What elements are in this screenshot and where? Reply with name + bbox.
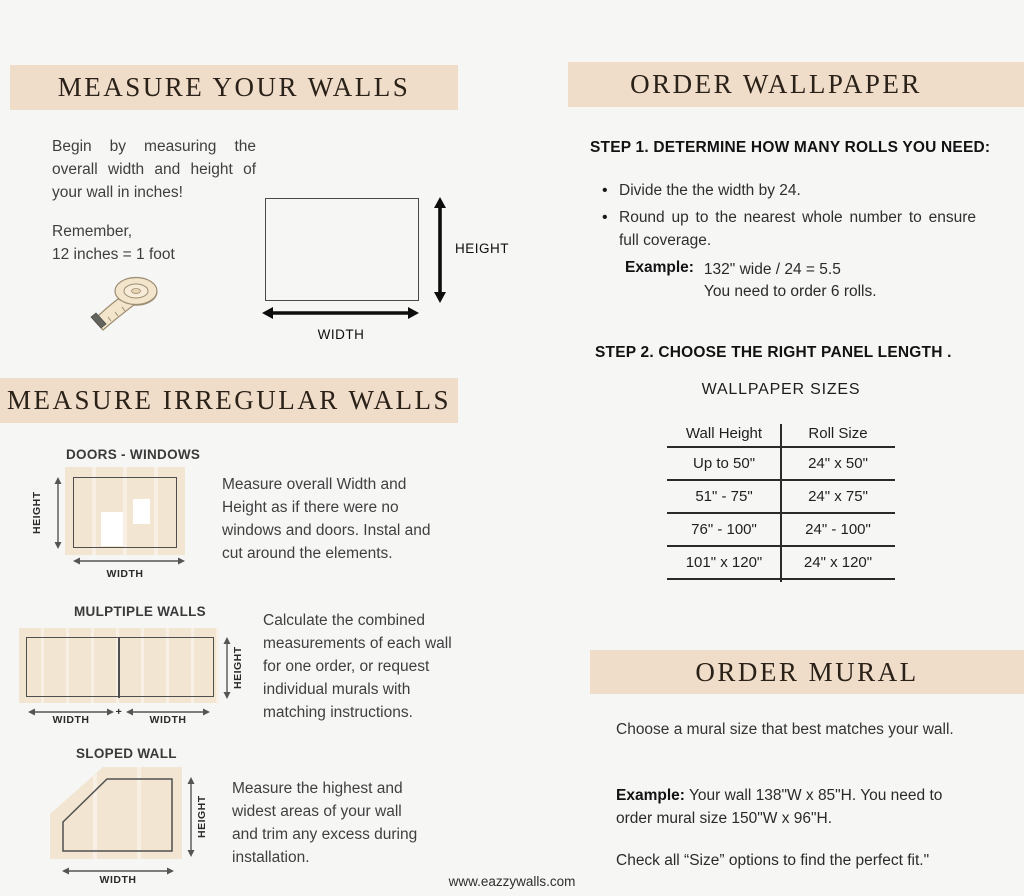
multiple-walls-text: Calculate the combined measurements of each wall for one order, or request individual murals with matching instructions. [263,612,452,721]
multiple-walls-divider [118,637,120,698]
multiple-width-label-right: WIDTH [149,714,187,726]
window-shape [133,499,150,524]
wallpaper-example [625,259,877,304]
door-shape [101,512,123,546]
wall-rectangle [265,198,419,301]
mural-example-text: Your wall 138"W x 85"H. You need to order mural size 150"W x 96"H. [616,787,943,827]
doors-height-label: HEIGHT [31,491,43,535]
sloped-height-label: HEIGHT [196,795,208,839]
table-cell: 24" x 50" [808,455,868,472]
table-cell: 24" x 75" [808,488,868,505]
table-cell: Up to 50" [692,455,756,472]
measure-walls-header-bar [10,65,458,110]
mural-intro: Choose a mural size that best matches your wall. [616,721,954,738]
sloped-width-label: WIDTH [99,874,137,886]
table-vertical-divider [780,424,782,582]
doors-windows-text: Measure overall Width and Height as if there were no windows and doors. Instal and cut around the elements. [222,476,431,562]
footer-url: www.eazzywalls.com [448,874,576,889]
irregular-walls-header-bar [0,378,458,423]
mural-check-note: Check all “Size” options to find the perfect fit." [616,852,930,869]
doors-windows-heading: DOORS - WINDOWS [66,447,201,462]
order-wallpaper-title: ORDER WALLPAPER [630,69,922,99]
multiple-walls-diagram [19,628,219,703]
example-line1: 132" wide / 24 = 5.5 [703,261,841,278]
table-cell: 101" x 120" [685,554,763,571]
step1-heading: STEP 1. DETERMINE HOW MANY ROLLS YOU NEED: [590,139,991,156]
order-mural-header-bar [590,650,1024,694]
example-lines [704,259,877,304]
doors-width-label: WIDTH [106,568,144,580]
table-cell: 51" - 75" [695,488,753,505]
order-wallpaper-header-bar [568,62,1024,107]
mural-example [616,785,970,831]
wallpaper-sizes-title: WALLPAPER SIZES [701,381,861,398]
bullet-item: • Divide the the width by 24. [602,180,976,203]
table-cell: 76" - 100" [691,521,757,538]
remember-note [52,221,262,267]
example-line2: You need to order 6 rolls. [703,283,877,301]
width-label: WIDTH [317,327,365,342]
bullet-item: • Round up to the nearest whole number to ensure full coverage. [602,207,976,253]
doors-width-arrow-icon [73,556,185,566]
multiple-width-label-left: WIDTH [52,714,90,726]
height-label: HEIGHT [455,241,510,256]
table-cell: 24" - 100" [805,521,871,538]
multiple-height-label: HEIGHT [232,646,244,690]
sloped-wall-diagram [45,762,190,864]
doors-windows-diagram [65,467,185,555]
remember-line2: 12 inches = 1 foot [52,245,175,263]
height-arrow-icon [432,197,448,303]
doors-wall-outline [73,477,177,548]
wallpaper-sizes-table [667,420,895,580]
sloped-wall-text: Measure the highest and widest areas of your wall and trim any excess during installation. [232,780,418,866]
multiple-walls-heading: MULPTIPLE WALLS [74,604,206,619]
remember-line1: Remember, [52,223,133,240]
mural-example-label: Example: [616,787,685,804]
irregular-walls-title: MEASURE IRREGULAR WALLS [6,385,452,415]
step2-heading: STEP 2. CHOOSE THE RIGHT PANEL LENGTH . [595,344,952,361]
sloped-wall-heading: SLOPED WALL [76,746,177,761]
multiple-walls-outline [26,637,214,697]
width-arrow-icon [262,305,419,321]
measure-walls-title: MEASURE YOUR WALLS [57,72,411,102]
table-cell: 24" x 120" [803,554,873,571]
table-col-wall-height: Wall Height [685,424,763,442]
example-label: Example: [625,259,694,276]
doors-height-arrow-icon [53,477,63,549]
order-mural-title: ORDER MURAL [695,656,919,687]
tape-measure-icon [88,272,170,334]
measure-walls-intro: Begin by measuring the overall width and height of your wall in inches! [52,138,256,201]
table-col-roll-size: Roll Size [808,424,868,442]
multiple-plus-sign: + [115,706,123,718]
step1-bullet-list [602,180,976,257]
